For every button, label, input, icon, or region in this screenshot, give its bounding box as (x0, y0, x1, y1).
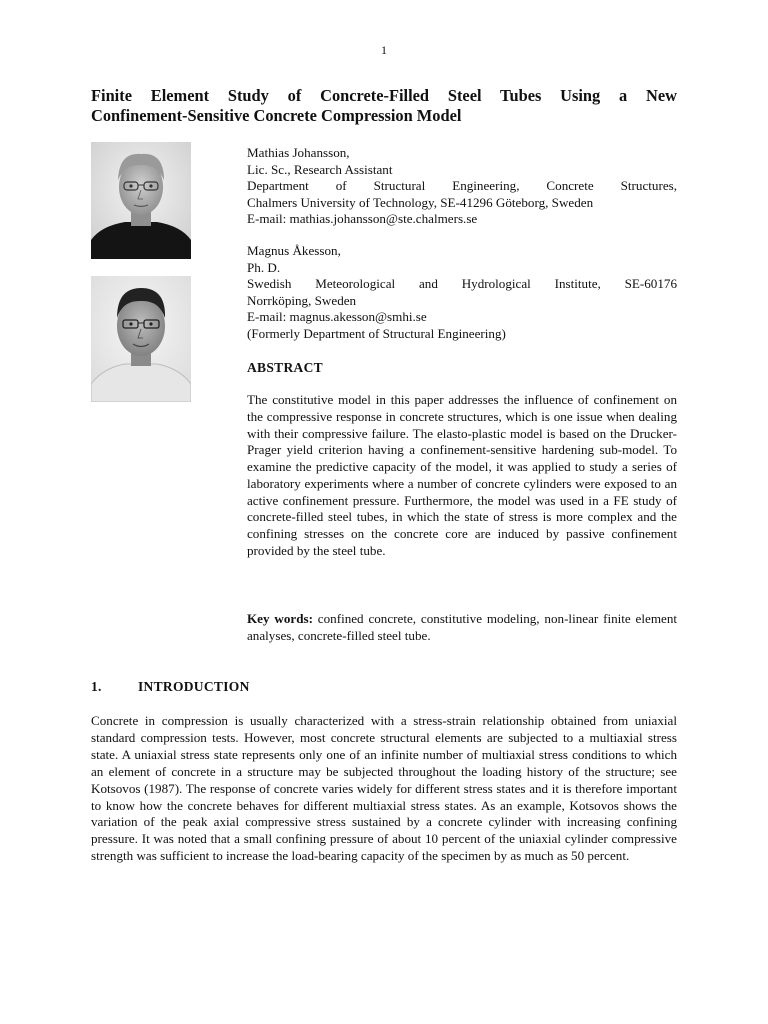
paper-title (91, 86, 677, 126)
title-line-1: Finite Element Study of Concrete-Filled Steel Tubes Using a New (91, 86, 677, 105)
keywords-text: confined concrete, constitutive modeling, non-linear finite element analyses, concrete-filled steel tube. (247, 611, 678, 643)
author-name: Mathias Johansson, (247, 145, 350, 160)
author-degree: Ph. D. (247, 259, 281, 275)
author-affiliation-line-1: Department of Structural Engineering, Concrete Structures, (247, 178, 677, 194)
author-block-akesson (247, 243, 677, 343)
author-affiliation-line-2: Norrköping, Sweden (247, 292, 357, 308)
author-email: E-mail: mathias.johansson@ste.chalmers.se (247, 211, 478, 227)
author-photo-johansson (91, 142, 191, 259)
abstract-text: The constitutive model in this paper addresses the influence of confinement on the compressive response in concrete structures, which is one issue when dealing with their compressive failure. The elasto-plastic model is based on the Drucker-Prager yield criterion having a confinement-sensitive hardening sub-model. To examine the predictive capacity of the model, it was applied to study a series of laboratory experiments where a number of concrete cylinders were exposed to an active confinement pressure. Furthermore, the model was used in a FE study of concrete-filled steel tubes, in which the state of stress is more complex and the confining stresses on the concrete core are induced by passive confinement provided by the steel tube. (247, 392, 677, 558)
section-heading-introduction (91, 679, 250, 695)
author-block-johansson (247, 145, 677, 228)
page-number: 1 (381, 43, 387, 57)
author-email: E-mail: magnus.akesson@smhi.se (247, 309, 427, 325)
author-name: Magnus Åkesson, (247, 243, 341, 258)
section-number: 1. (91, 679, 102, 694)
keywords (247, 611, 677, 645)
introduction-text: Concrete in compression is usually characterized with a stress-strain relationship obtained from uniaxial standard compression tests. However, most concrete structural elements are subjected to a multiaxial stress state. A uniaxial stress state represents only one of an infinite number of multiaxial stress conditions to which an element of concrete in a structure may be subjected throughout the loading history of the structure; see Kotsovos (1987). The response of concrete varies widely for different stress states and it is therefore important to know how the concrete behaves for different multiaxial stress states. As an example, Kotsovos shows the variation of the peak axial compressive stress sustained by a concrete cylinder with increasing confining pressure. It was noted that a small confining pressure of about 10 percent of the uniaxial cylinder compressive strength was sufficient to increase the load-bearing capacity of the specimen by as much as 50 percent. (91, 713, 677, 864)
keywords-label: Key words: (247, 611, 313, 626)
author-degree: Lic. Sc., Research Assistant (247, 161, 393, 177)
author-photo-akesson (91, 276, 191, 402)
author-affiliation-line-2: Chalmers University of Technology, SE-41296 Göteborg, Sweden (247, 194, 594, 210)
section-title: INTRODUCTION (138, 679, 250, 694)
abstract-heading: ABSTRACT (247, 360, 323, 375)
author-note: (Formerly Department of Structural Engineering) (247, 325, 506, 341)
author-affiliation-line-1: Swedish Meteorological and Hydrological Institute, SE-60176 (247, 276, 677, 292)
title-line-2: Confinement-Sensitive Concrete Compression Model (91, 106, 462, 125)
